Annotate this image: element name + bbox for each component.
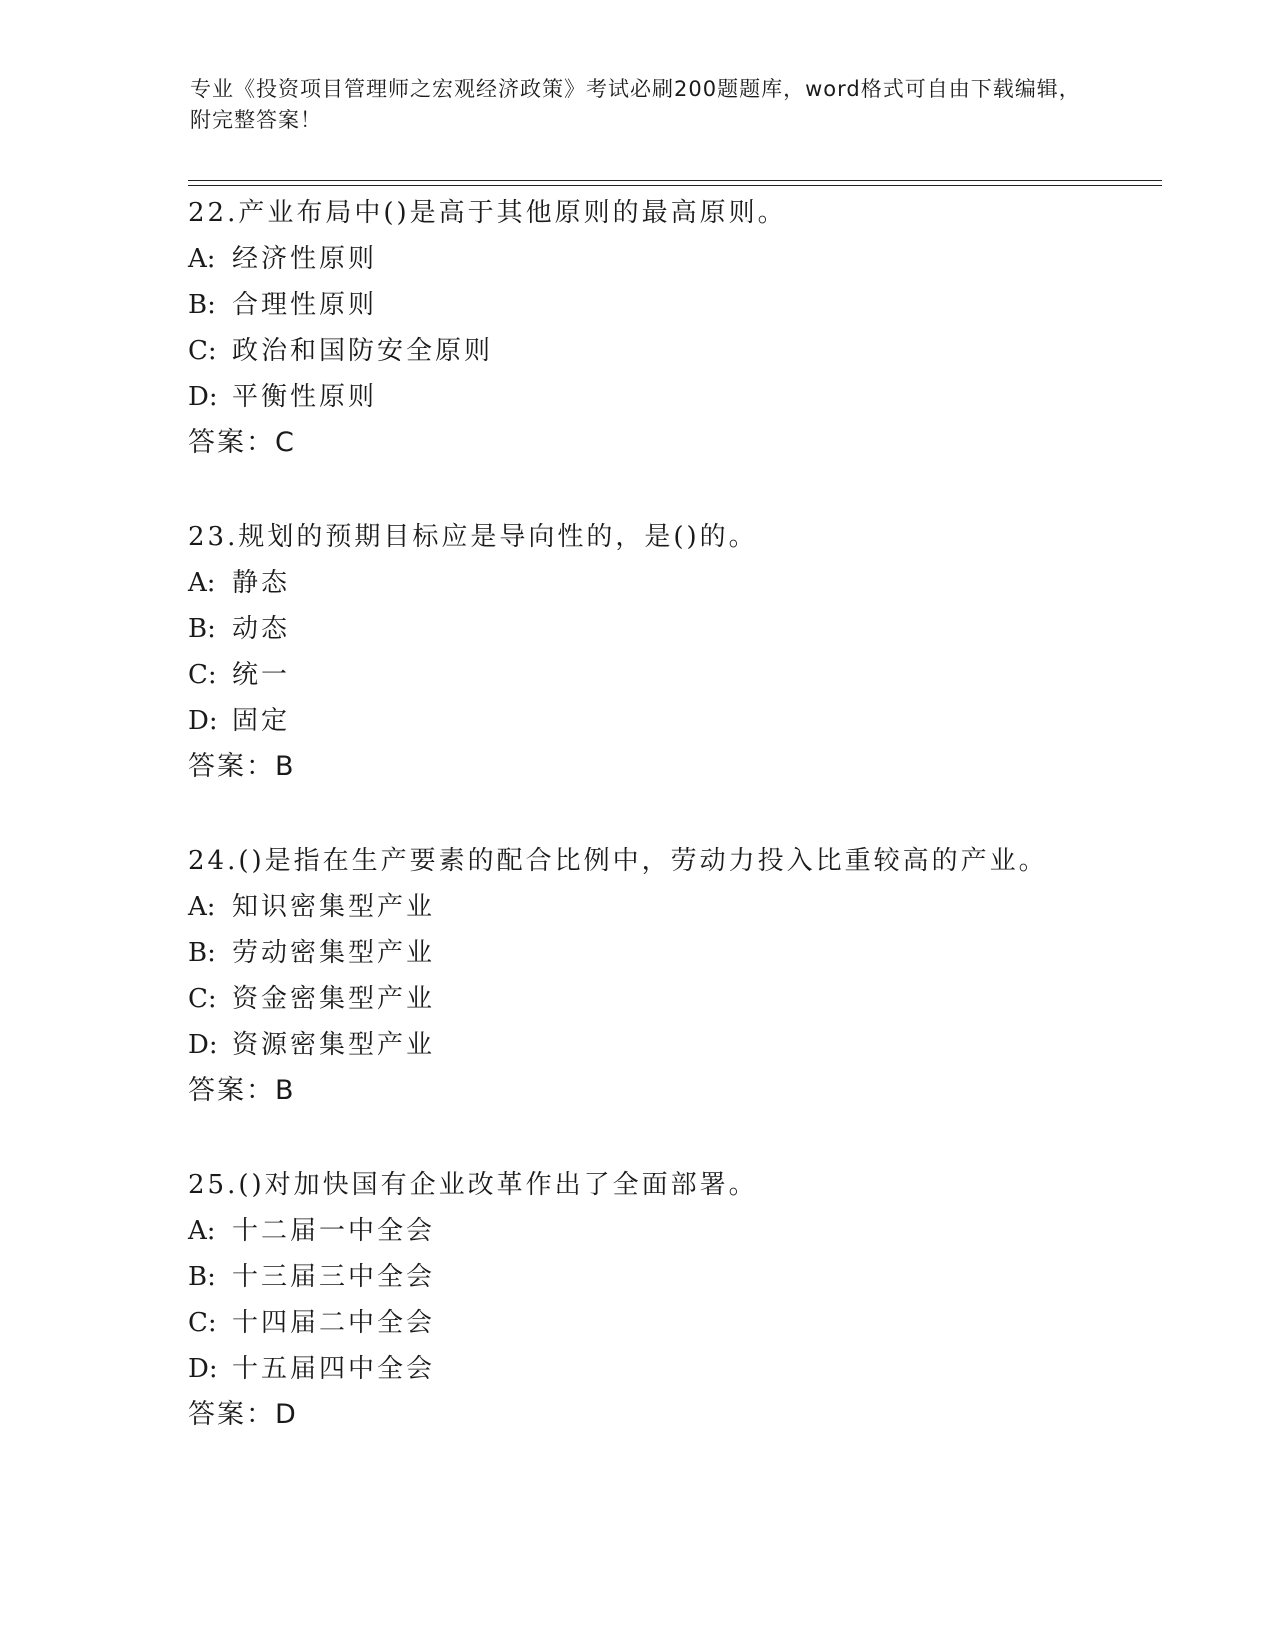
- answer-line: 答案：B: [188, 1075, 296, 1106]
- question-22: [188, 190, 1148, 466]
- option-text: 十四届二中全会: [232, 1308, 436, 1338]
- option-b: [188, 282, 1148, 328]
- option-d: [188, 698, 1148, 744]
- option-a: [188, 560, 1148, 606]
- option-text: 经济性原则: [232, 244, 378, 274]
- option-key: C:: [188, 660, 217, 690]
- option-c: [188, 652, 1148, 698]
- option-c: [188, 976, 1148, 1022]
- option-text: 平衡性原则: [232, 382, 378, 412]
- question-stem: 22.产业布局中()是高于其他原则的最高原则。: [188, 198, 787, 228]
- option-text: 资源密集型产业: [232, 1030, 436, 1060]
- answer-line: 答案：D: [188, 1399, 298, 1430]
- option-text: 统一: [232, 660, 291, 690]
- option-a: [188, 236, 1148, 282]
- option-b: [188, 606, 1148, 652]
- option-key: A:: [188, 568, 216, 598]
- option-d: [188, 1346, 1148, 1392]
- option-key: A:: [188, 892, 216, 922]
- option-key: C:: [188, 336, 217, 366]
- option-text: 劳动密集型产业: [232, 938, 436, 968]
- option-d: [188, 374, 1148, 420]
- option-key: B:: [188, 938, 216, 968]
- question-stem: 25.()对加快国有企业改革作出了全面部署。: [188, 1170, 758, 1200]
- option-a: [188, 884, 1148, 930]
- option-key: D:: [188, 706, 218, 736]
- option-b: [188, 1254, 1148, 1300]
- option-a: [188, 1208, 1148, 1254]
- option-key: B:: [188, 290, 216, 320]
- option-key: D:: [188, 1030, 218, 1060]
- header-divider-top: [188, 180, 1162, 181]
- option-text: 十三届三中全会: [232, 1262, 436, 1292]
- option-d: [188, 1022, 1148, 1068]
- question-24: [188, 838, 1148, 1114]
- option-c: [188, 1300, 1148, 1346]
- option-c: [188, 328, 1148, 374]
- question-stem: 24.()是指在生产要素的配合比例中，劳动力投入比重较高的产业。: [188, 846, 1048, 876]
- option-text: 十五届四中全会: [232, 1354, 436, 1384]
- question-25: [188, 1162, 1148, 1438]
- option-text: 资金密集型产业: [232, 984, 436, 1014]
- answer-line: 答案：B: [188, 751, 296, 782]
- option-key: C:: [188, 984, 217, 1014]
- question-23: [188, 514, 1148, 790]
- option-text: 合理性原则: [232, 290, 378, 320]
- option-b: [188, 930, 1148, 976]
- option-text: 政治和国防安全原则: [232, 336, 494, 366]
- question-list: [188, 190, 1148, 1438]
- answer-line: 答案：C: [188, 427, 296, 458]
- option-text: 知识密集型产业: [232, 892, 436, 922]
- option-key: D:: [188, 1354, 218, 1384]
- option-key: A:: [188, 244, 216, 274]
- question-stem: 23.规划的预期目标应是导向性的，是()的。: [188, 522, 758, 552]
- option-key: B:: [188, 614, 216, 644]
- option-key: A:: [188, 1216, 216, 1246]
- option-key: C:: [188, 1308, 217, 1338]
- option-text: 静态: [232, 568, 291, 598]
- option-key: D:: [188, 382, 218, 412]
- option-key: B:: [188, 1262, 216, 1292]
- option-text: 十二届一中全会: [232, 1216, 436, 1246]
- option-text: 固定: [232, 706, 291, 736]
- header-divider-bottom: [188, 185, 1162, 186]
- document-intro: 专业《投资项目管理师之宏观经济政策》考试必刷200题题库，word格式可自由下载编辑，附完整答案！: [190, 77, 1081, 132]
- option-text: 动态: [232, 614, 291, 644]
